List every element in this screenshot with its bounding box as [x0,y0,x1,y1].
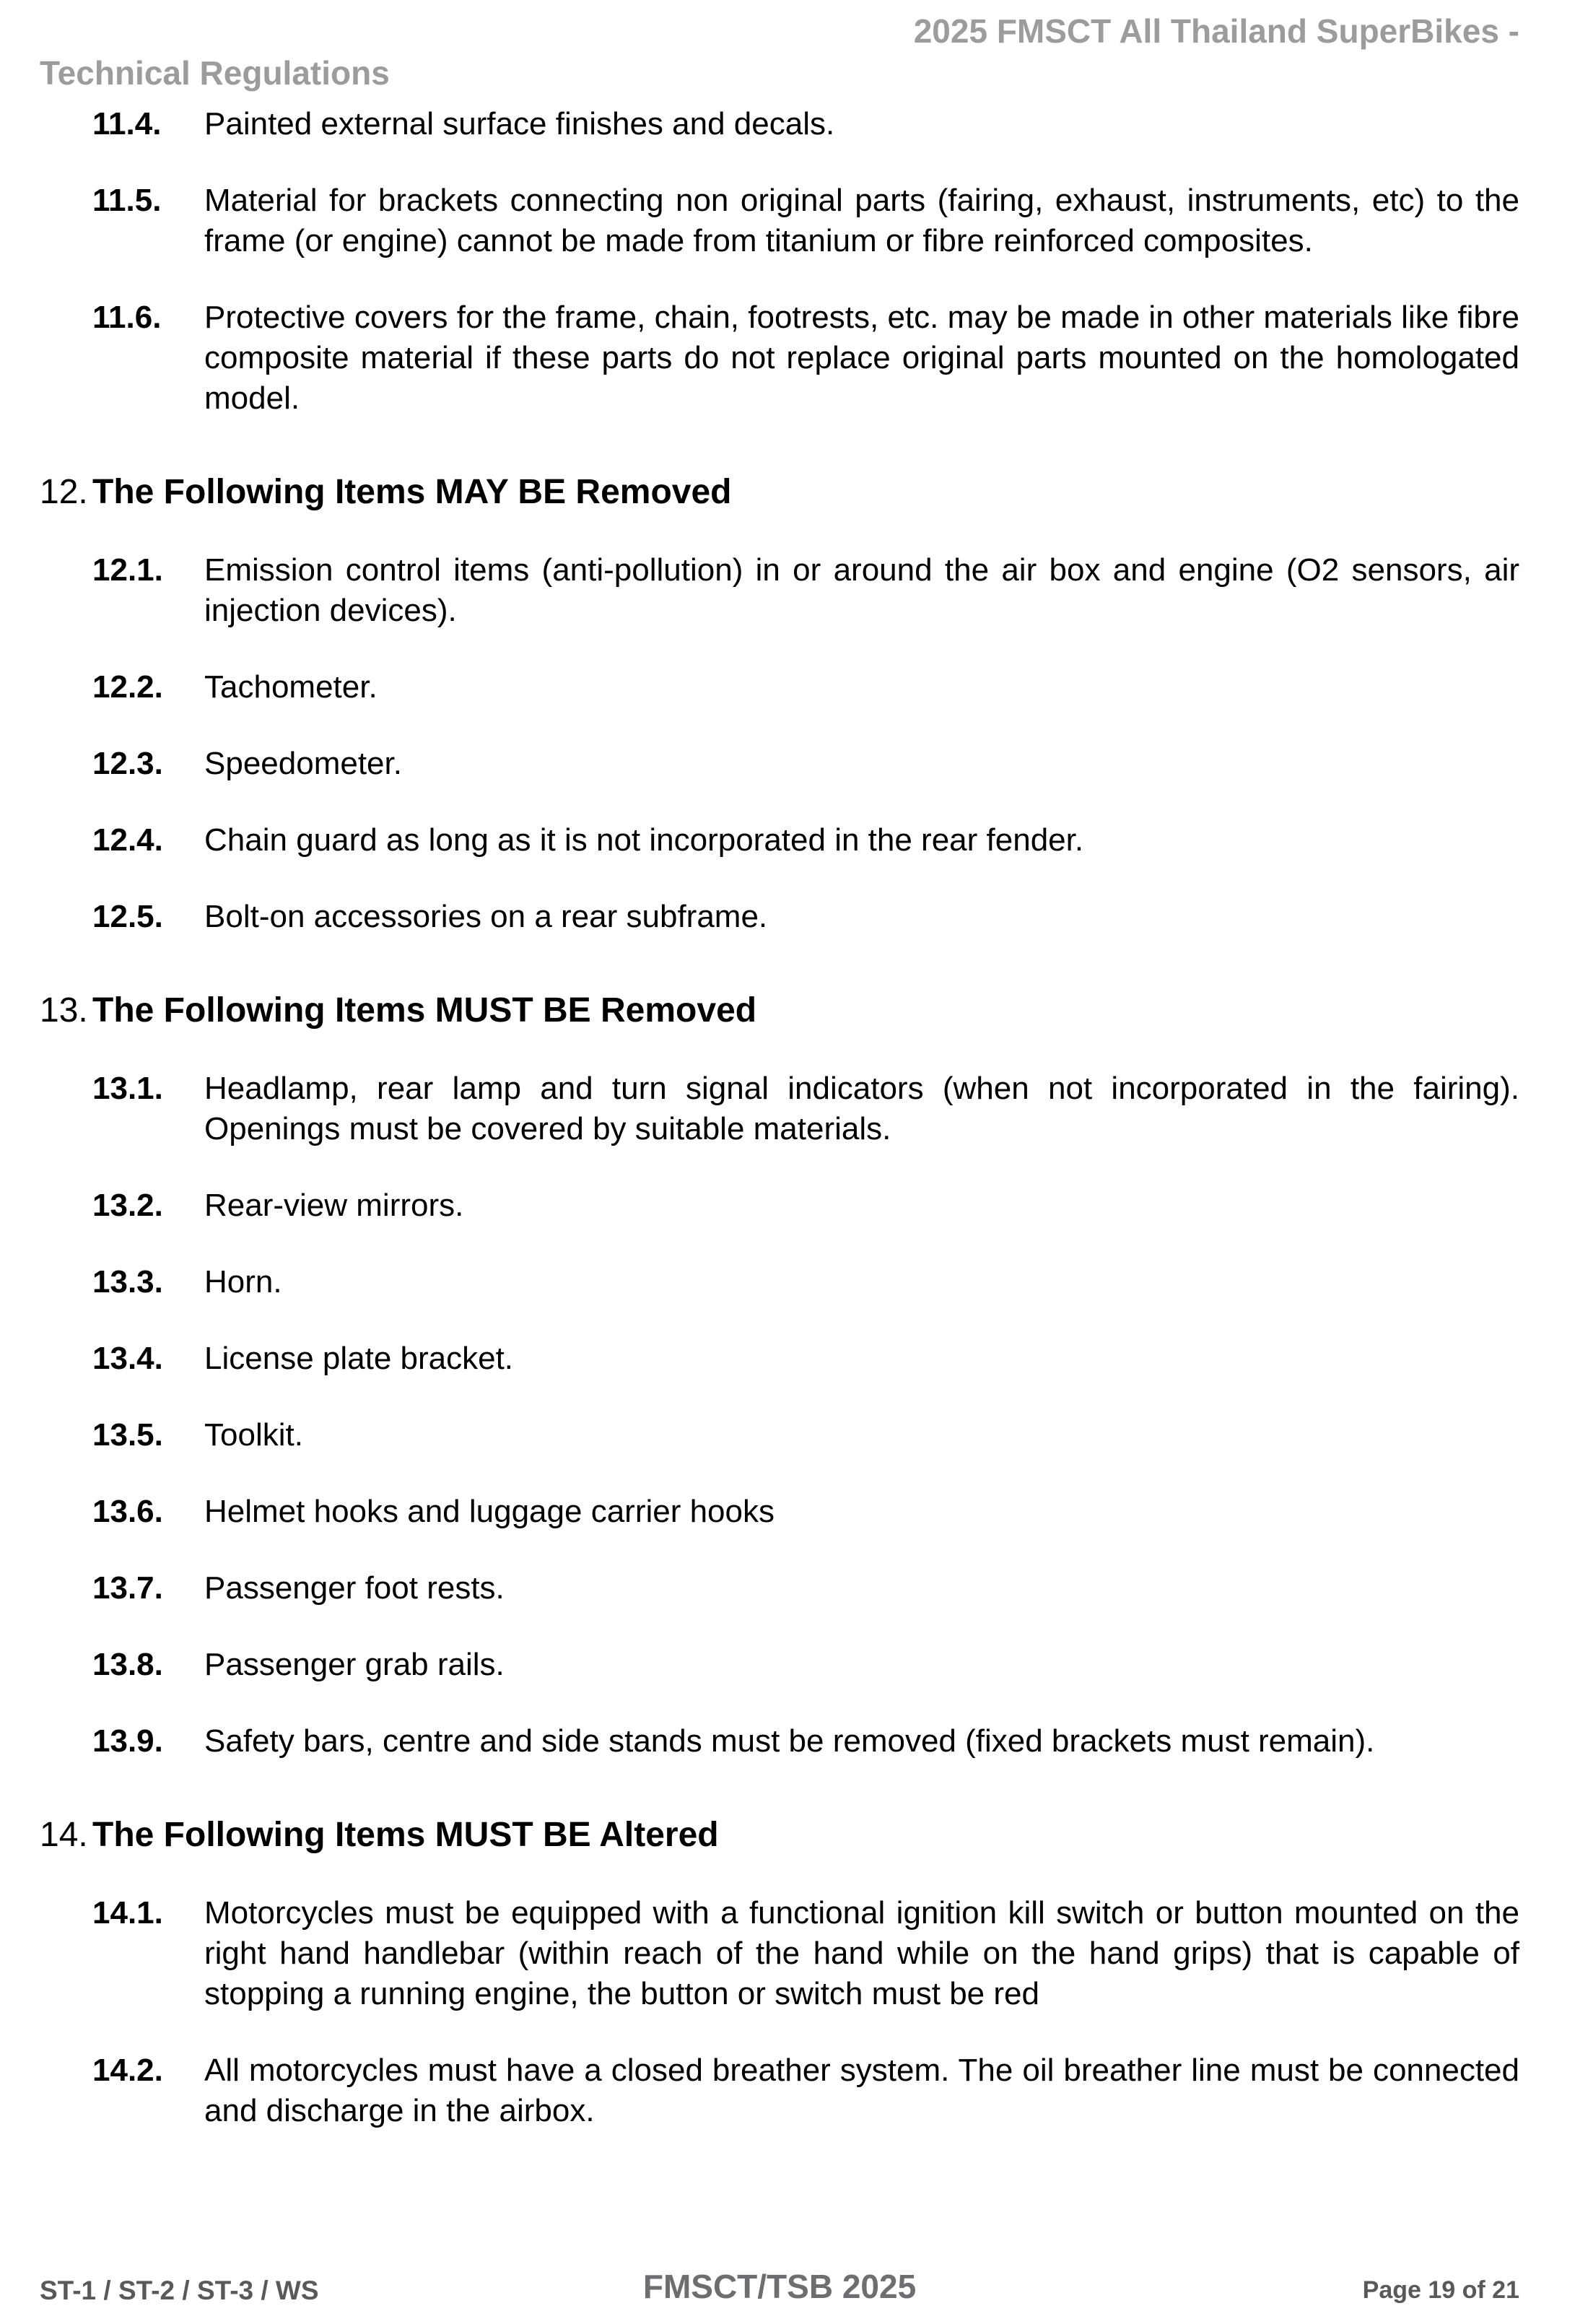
item-text: License plate bracket. [204,1341,514,1376]
item-11-5 [92,180,1519,261]
item-number: 12.2. [92,669,163,705]
section-14-heading [40,1814,1519,1857]
item-text: Horn. [204,1264,282,1300]
item-text: Motorcycles must be equipped with a functional ignition kill switch or button mounted on the right hand handlebar (within reach of the hand while on the hand grips) that is capable of stopping a running engine, the button or switch must be red [204,1895,1519,2011]
item-number: 13.7. [92,1570,163,1606]
item-12-2 [92,667,1519,708]
footer-class-codes: ST-1 / ST-2 / ST-3 / WS [40,2276,319,2305]
item-text: Helmet hooks and luggage carrier hooks [204,1494,775,1529]
item-13-2 [92,1185,1519,1226]
item-text: Protective covers for the frame, chain, footrests, etc. may be made in other materials like fibre composite material if these parts do not replace original parts mounted on the homologated model. [204,300,1519,416]
item-text: Chain guard as long as it is not incorporated in the rear fender. [204,822,1084,858]
item-number: 13.2. [92,1188,163,1223]
item-number: 14.2. [92,2053,163,2088]
item-12-1 [92,550,1519,631]
item-13-3 [92,1262,1519,1302]
section-title: The Following Items MAY BE Removed [92,473,732,511]
item-number: 13.8. [92,1647,163,1682]
item-12-4 [92,820,1519,861]
item-11-4 [92,104,1519,144]
item-number: 12.1. [92,552,163,588]
item-13-5 [92,1415,1519,1455]
item-text: Speedometer. [204,746,402,781]
section-number: 14. [40,1816,88,1854]
item-11-6 [92,297,1519,419]
header-title-line2: Technical Regulations [40,54,390,92]
item-number: 13.1. [92,1071,163,1106]
item-number: 13.9. [92,1723,163,1759]
item-number: 11.6. [92,300,162,335]
footer-page-number: Page 19 of 21 [1362,2276,1519,2304]
item-text: Material for brackets connecting non original parts (fairing, exhaust, instruments, etc) to the frame (or engine) cannot be made from titanium or fibre reinforced composites. [204,183,1519,258]
item-text: Safety bars, centre and side stands must be removed (fixed brackets must remain). [204,1723,1375,1759]
item-13-7 [92,1568,1519,1609]
item-text: Bolt-on accessories on a rear subframe. [204,899,768,934]
item-text: Toolkit. [204,1417,303,1453]
section-title: The Following Items MUST BE Removed [92,991,757,1030]
item-text: Tachometer. [204,669,378,705]
item-number: 13.5. [92,1417,163,1453]
item-number: 12.4. [92,822,163,858]
item-14-1 [92,1893,1519,2014]
item-text: Headlamp, rear lamp and turn signal indicators (when not incorporated in the fairing). Openings must be covered by suitable materials. [204,1071,1519,1146]
header-title-line1: 2025 FMSCT All Thailand SuperBikes - [913,12,1519,50]
item-number: 11.5. [92,183,162,218]
item-text: Emission control items (anti-pollution) in or around the air box and engine (O2 sensors, air injection devices). [204,552,1519,628]
item-12-3 [92,744,1519,784]
section-13-heading [40,989,1519,1032]
item-text: Passenger grab rails. [204,1647,505,1682]
page-footer [40,2266,1519,2306]
item-number: 12.5. [92,899,163,934]
section-number: 13. [40,991,88,1030]
section-title: The Following Items MUST BE Altered [92,1816,719,1854]
item-13-9 [92,1721,1519,1762]
item-text: All motorcycles must have a closed breather system. The oil breather line must be connected and discharge in the airbox. [204,2053,1519,2128]
item-text: Passenger foot rests. [204,1570,505,1606]
item-13-4 [92,1339,1519,1379]
item-13-8 [92,1645,1519,1685]
section-number: 12. [40,473,88,511]
item-number: 14.1. [92,1895,163,1931]
item-13-1 [92,1069,1519,1149]
footer-document-code: FMSCT/TSB 2025 [642,2268,917,2305]
item-number: 13.4. [92,1341,163,1376]
item-13-6 [92,1492,1519,1532]
item-12-5 [92,897,1519,937]
item-number: 13.6. [92,1494,163,1529]
item-number: 11.4. [92,106,162,142]
item-text: Painted external surface finishes and decals. [204,106,835,142]
section-12-heading [40,471,1519,514]
item-text: Rear-view mirrors. [204,1188,464,1223]
item-14-2 [92,2050,1519,2131]
item-number: 13.3. [92,1264,163,1300]
item-number: 12.3. [92,746,163,781]
